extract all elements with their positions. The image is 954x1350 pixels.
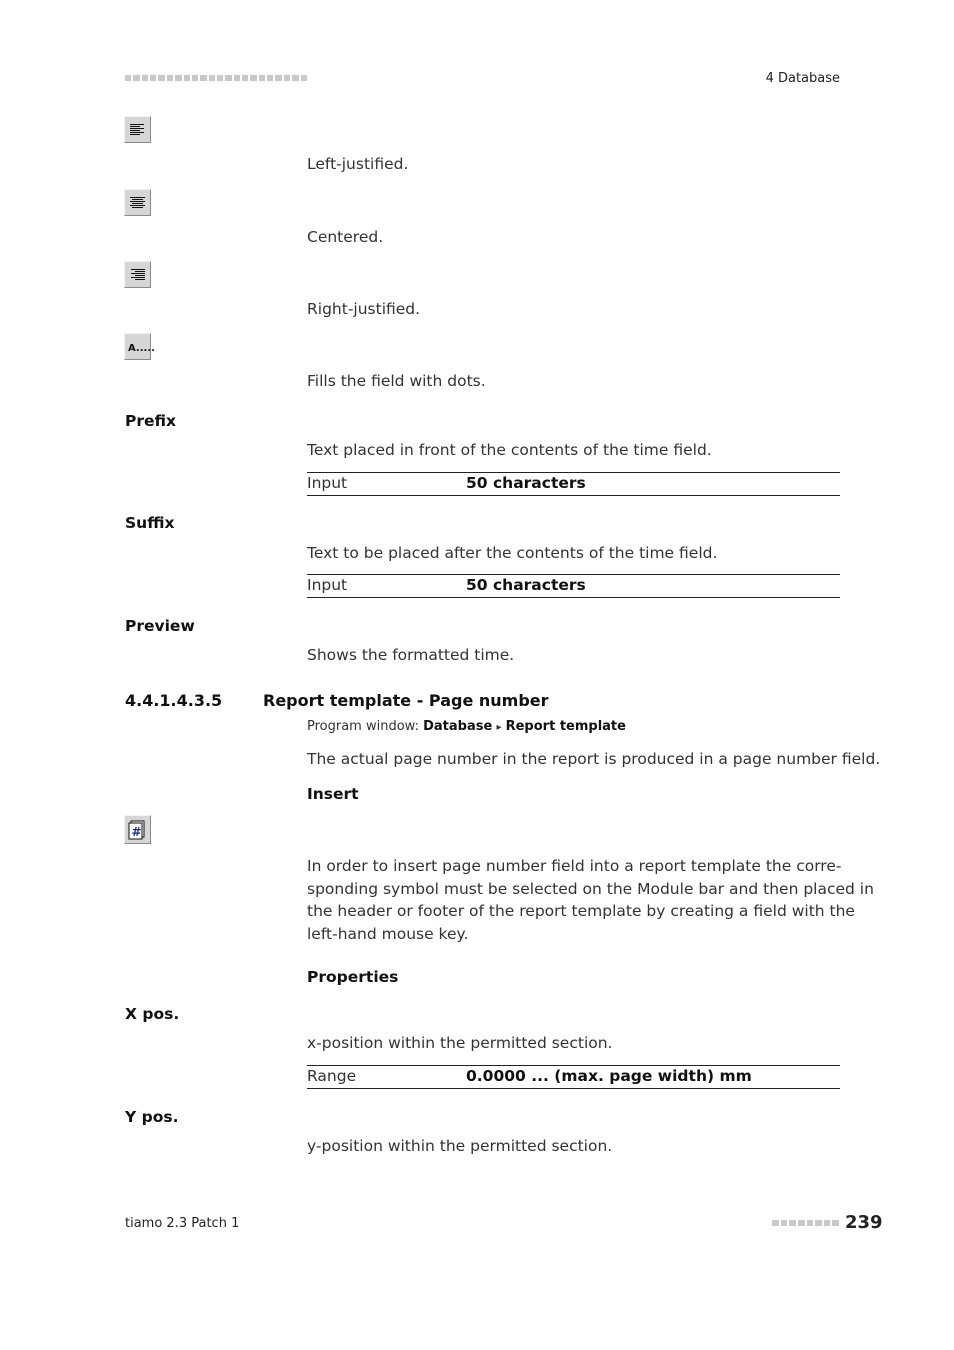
prefix-spec-value: 50 characters	[466, 474, 586, 492]
ypos-label: Y pos.	[125, 1108, 179, 1126]
align-right-icon	[124, 261, 151, 288]
properties-heading: Properties	[307, 968, 399, 986]
ypos-description: y-position within the permitted section.	[307, 1137, 613, 1155]
suffix-description: Text to be placed after the contents of the time field.	[307, 544, 718, 562]
insert-heading: Insert	[307, 785, 359, 803]
program-window-prefix: Program window:	[307, 719, 424, 734]
xpos-description: x-position within the permitted section.	[307, 1034, 613, 1052]
insert-line-2: sponding symbol must be selected on the Module bar and then placed in	[307, 879, 874, 898]
insert-line-1: In order to insert page number field into a report template the corre-	[307, 857, 842, 875]
insert-line-4: left-hand mouse key.	[307, 924, 469, 943]
align-right-description: Right-justified.	[307, 300, 421, 318]
preview-description: Shows the formatted time.	[307, 646, 515, 664]
align-center-icon	[124, 189, 151, 216]
footer-product: tiamo 2.3 Patch 1	[125, 1216, 240, 1231]
preview-label: Preview	[125, 617, 195, 635]
header-decoration	[125, 74, 307, 82]
page-number: 239	[845, 1212, 883, 1233]
program-path-report-template: Report template	[505, 719, 626, 734]
chapter-title: 4 Database	[765, 71, 840, 86]
align-left-description: Left-justified.	[307, 155, 409, 173]
suffix-spec-key: Input	[307, 576, 348, 594]
insert-line-3: the header or footer of the report template by creating a field with the	[307, 902, 855, 920]
fill-dots-icon-text: A.....	[128, 343, 155, 354]
xpos-spec-key: Range	[307, 1067, 357, 1085]
program-window-path	[307, 719, 626, 734]
xpos-label: X pos.	[125, 1005, 180, 1023]
suffix-label: Suffix	[125, 514, 175, 532]
suffix-spec-table	[307, 574, 840, 598]
page-number-icon	[124, 815, 151, 844]
prefix-description: Text placed in front of the contents of the time field.	[307, 441, 712, 459]
suffix-spec-value: 50 characters	[466, 576, 586, 594]
xpos-spec-value: 0.0000 ... (max. page width) mm	[466, 1067, 752, 1085]
xpos-spec-table	[307, 1065, 840, 1089]
prefix-spec-key: Input	[307, 474, 348, 492]
fill-dots-description: Fills the field with dots.	[307, 372, 486, 390]
section-intro: The actual page number in the report is produced in a page number field.	[307, 750, 881, 768]
footer-decoration	[772, 1219, 839, 1227]
path-arrow-icon: ▸	[496, 722, 502, 733]
prefix-spec-table	[307, 472, 840, 496]
prefix-label: Prefix	[125, 412, 177, 430]
section-number: 4.4.1.4.3.5	[125, 691, 223, 710]
program-path-database: Database	[423, 719, 493, 734]
align-center-description: Centered.	[307, 228, 384, 246]
insert-paragraph	[307, 855, 874, 945]
align-left-icon	[124, 116, 151, 143]
section-title: Report template - Page number	[263, 691, 549, 710]
page-number-icon-text: #	[131, 825, 142, 839]
fill-dots-icon	[124, 333, 155, 360]
